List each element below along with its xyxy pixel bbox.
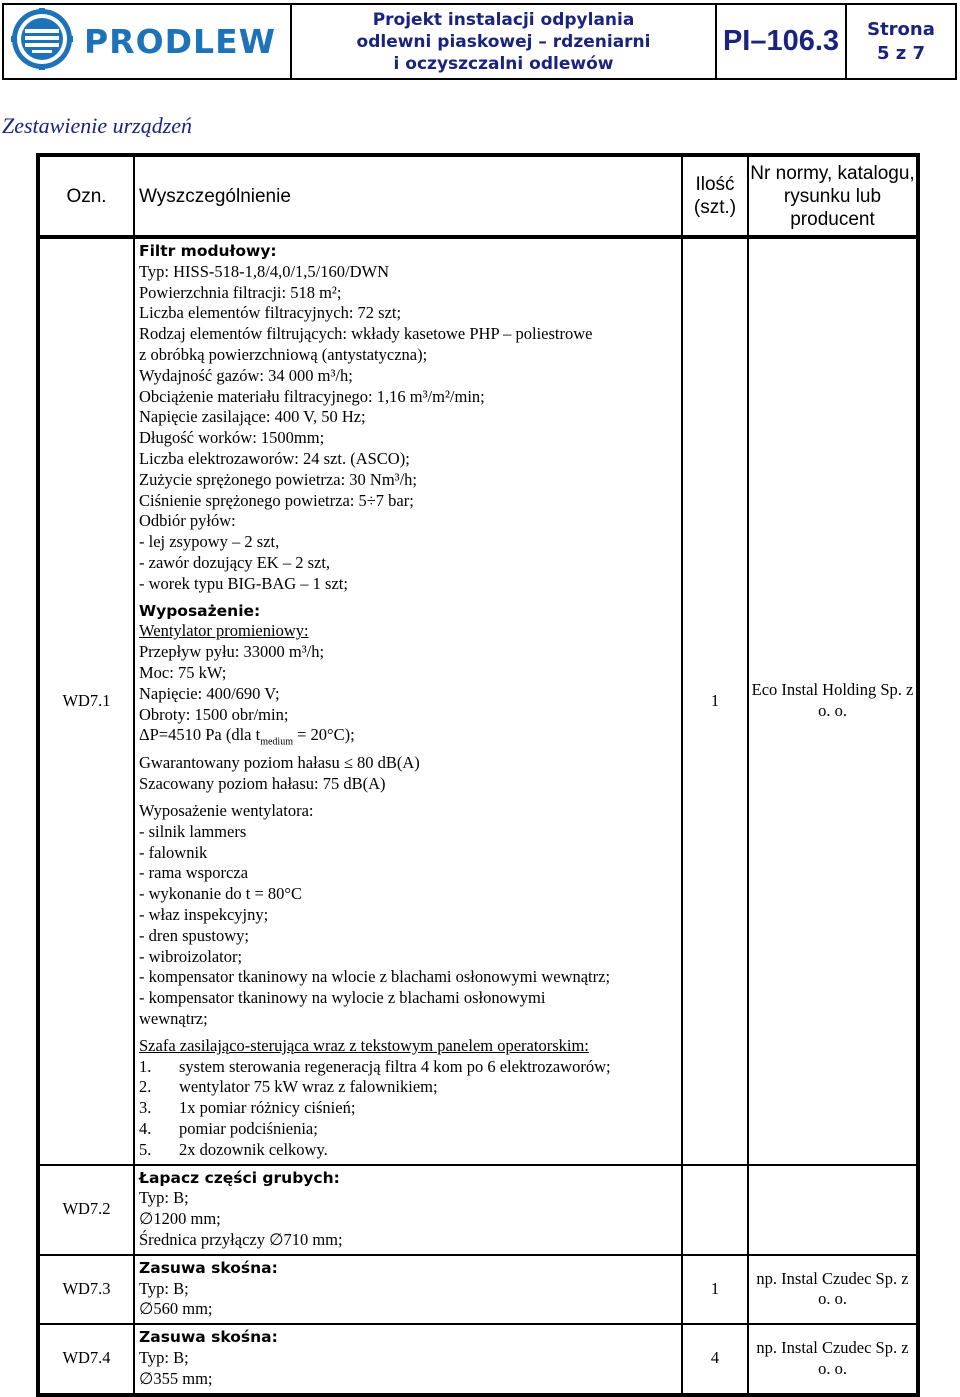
spec-line: ∅560 mm; (139, 1299, 213, 1319)
table-row (38, 237, 918, 1165)
fan-equipment-line: - silnik lammers (139, 821, 247, 841)
row-description (134, 1255, 682, 1324)
row-ozn: WD7.3 (38, 1255, 134, 1324)
column-header-ozn: Ozn. (38, 155, 134, 237)
spec-line: Typ: B; (139, 1278, 189, 1298)
cabinet-item: 5. 2x dozownik celkowy. (139, 1139, 328, 1159)
column-header-quantity: Ilość (szt.) (682, 155, 748, 237)
row-quantity (682, 1165, 748, 1255)
spec-line: Rodzaj elementów filtrujących: wkłady kasetowe PHP – poliestrowe (139, 324, 593, 344)
spec-line: Zużycie sprężonego powietrza: 30 Nm³/h; (139, 469, 418, 489)
spec-line: - worek typu BIG-BAG – 1 szt; (139, 573, 348, 593)
document-header (2, 3, 957, 80)
fan-spec-line: Szacowany poziom hałasu: 75 dB(A) (139, 774, 386, 794)
fan-spec-line: Moc: 75 kW; (139, 662, 227, 682)
cabinet-item: 1. system sterowania regeneracją filtra 4 kom po 6 elektrozaworów; (139, 1056, 611, 1076)
spec-line: - lej zsypowy – 2 szt, (139, 532, 280, 552)
row-producer: Eco Instal Holding Sp. z o. o. (748, 237, 918, 1165)
page-indicator (847, 5, 955, 78)
row-quantity: 1 (682, 237, 748, 1165)
spec-line: Wydajność gazów: 34 000 m³/h; (139, 365, 353, 385)
spec-line: Liczba elektrozaworów: 24 szt. (ASCO); (139, 448, 410, 468)
fan-equipment-heading: Wyposażenie wentylatora: (139, 801, 314, 821)
spec-line: Odbiór pyłów: (139, 511, 236, 531)
item-heading: Łapacz części grubych: (139, 1168, 340, 1187)
row-producer (748, 1165, 918, 1255)
equipment-table (36, 153, 920, 1397)
fan-spec-line: Gwarantowany poziom hałasu ≤ 80 dB(A) (139, 753, 420, 773)
column-header-producer: Nr normy, katalogu, rysunku lub producent (748, 155, 918, 237)
row-ozn: WD7.1 (38, 237, 134, 1165)
spec-line: Napięcie zasilające: 400 V, 50 Hz; (139, 407, 366, 427)
spec-line: Obciążenie materiału filtracyjnego: 1,16 m³/m²/min; (139, 386, 485, 406)
spec-line: z obróbką powierzchniową (antystatyczna); (139, 344, 428, 364)
table-row (38, 1324, 918, 1394)
row-description (134, 1324, 682, 1394)
table-row (38, 1255, 918, 1324)
spec-line: Powierzchnia filtracji: 518 m²; (139, 282, 342, 302)
temperature-subscript: medium (260, 736, 293, 748)
fan-equipment-line: wewnątrz; (139, 1008, 208, 1028)
cabinet-heading: Szafa zasilająco-sterująca wraz z tekstowym panelem operatorskim: (139, 1035, 589, 1055)
fan-pressure-line: ΔP=4510 Pa (dla $t_{medium} = 20^\circ C$); (139, 725, 355, 748)
page-value: 5 z 7 (876, 42, 926, 64)
spec-line: Ciśnienie sprężonego powietrza: 5÷7 bar; (139, 490, 414, 510)
fan-equipment-line: - wibroizolator; (139, 946, 243, 966)
equipment-heading: Wyposażenie: (139, 601, 261, 620)
fan-equipment-line: - wykonanie do t = 80°C (139, 884, 303, 904)
table-row (38, 1165, 918, 1255)
row-quantity: 4 (682, 1324, 748, 1394)
row-ozn: WD7.4 (38, 1324, 134, 1394)
document-code: PI–106.3 (717, 5, 847, 78)
row-ozn: WD7.2 (38, 1165, 134, 1255)
item-heading: Zasuwa skośna: (139, 1328, 278, 1347)
spec-line: Długość worków: 1500mm; (139, 428, 325, 448)
table-header-row (38, 155, 918, 237)
spec-line: Typ: HISS-518-1,8/4,0/1,5/160/DWN (139, 261, 390, 281)
spec-line: ∅1200 mm; (139, 1209, 221, 1229)
cabinet-item: 2. wentylator 75 kW wraz z falownikiem; (139, 1077, 438, 1097)
fan-spec-line: Napięcie: 400/690 V; (139, 683, 280, 703)
fan-equipment-line: - kompensator tkaninowy na wlocie z blachami osłonowymi wewnątrz; (139, 967, 611, 987)
row-producer: np. Instal Czudec Sp. z o. o. (748, 1324, 918, 1394)
logo-emblem-icon (10, 7, 74, 76)
item-heading: Filtr modułowy: (139, 242, 277, 260)
column-header-description: Wyszczególnienie (134, 155, 682, 237)
project-title-line: Projekt instalacji odpylania (372, 9, 635, 30)
spec-line: ∅355 mm; (139, 1368, 213, 1388)
row-description (134, 1165, 682, 1255)
fan-equipment-line: - właz inspekcyjny; (139, 905, 269, 924)
fan-equipment-line: - dren spustowy; (139, 925, 249, 945)
row-producer: np. Instal Czudec Sp. z o. o. (748, 1255, 918, 1324)
cabinet-item: 4. pomiar podciśnienia; (139, 1118, 318, 1138)
company-logo (4, 5, 292, 78)
section-title: Zestawienie urządzeń (2, 113, 193, 138)
row-description (134, 237, 682, 1165)
project-title (292, 5, 717, 78)
fan-spec-line: Obroty: 1500 obr/min; (139, 704, 289, 724)
fan-equipment-line: - rama wsporcza (139, 863, 249, 883)
fan-equipment-line: - falownik (139, 842, 208, 862)
fan-heading: Wentylator promieniowy: (139, 621, 309, 641)
spec-line: - zawór dozujący EK – 2 szt, (139, 552, 331, 572)
fan-equipment-line: - kompensator tkaninowy na wylocie z blachami osłonowymi (139, 988, 546, 1008)
spec-line: Średnica przyłączy ∅710 mm; (139, 1229, 343, 1249)
page-label: Strona (867, 18, 935, 40)
row-quantity: 1 (682, 1255, 748, 1324)
project-title-line: i oczyszczalni odlewów (393, 53, 614, 74)
spec-line: Typ: B; (139, 1188, 189, 1208)
project-title-line: odlewni piaskowej – rdzeniarni (356, 31, 651, 52)
item-heading: Zasuwa skośna: (139, 1258, 278, 1277)
cabinet-item: 3. 1x pomiar różnicy ciśnień; (139, 1098, 356, 1118)
spec-line: Typ: B; (139, 1347, 189, 1367)
fan-spec-line: Przepływ pyłu: 33000 m³/h; (139, 642, 325, 662)
logo-wordmark: PRODLEW (84, 22, 277, 61)
spec-line: Liczba elementów filtracyjnych: 72 szt; (139, 303, 402, 323)
